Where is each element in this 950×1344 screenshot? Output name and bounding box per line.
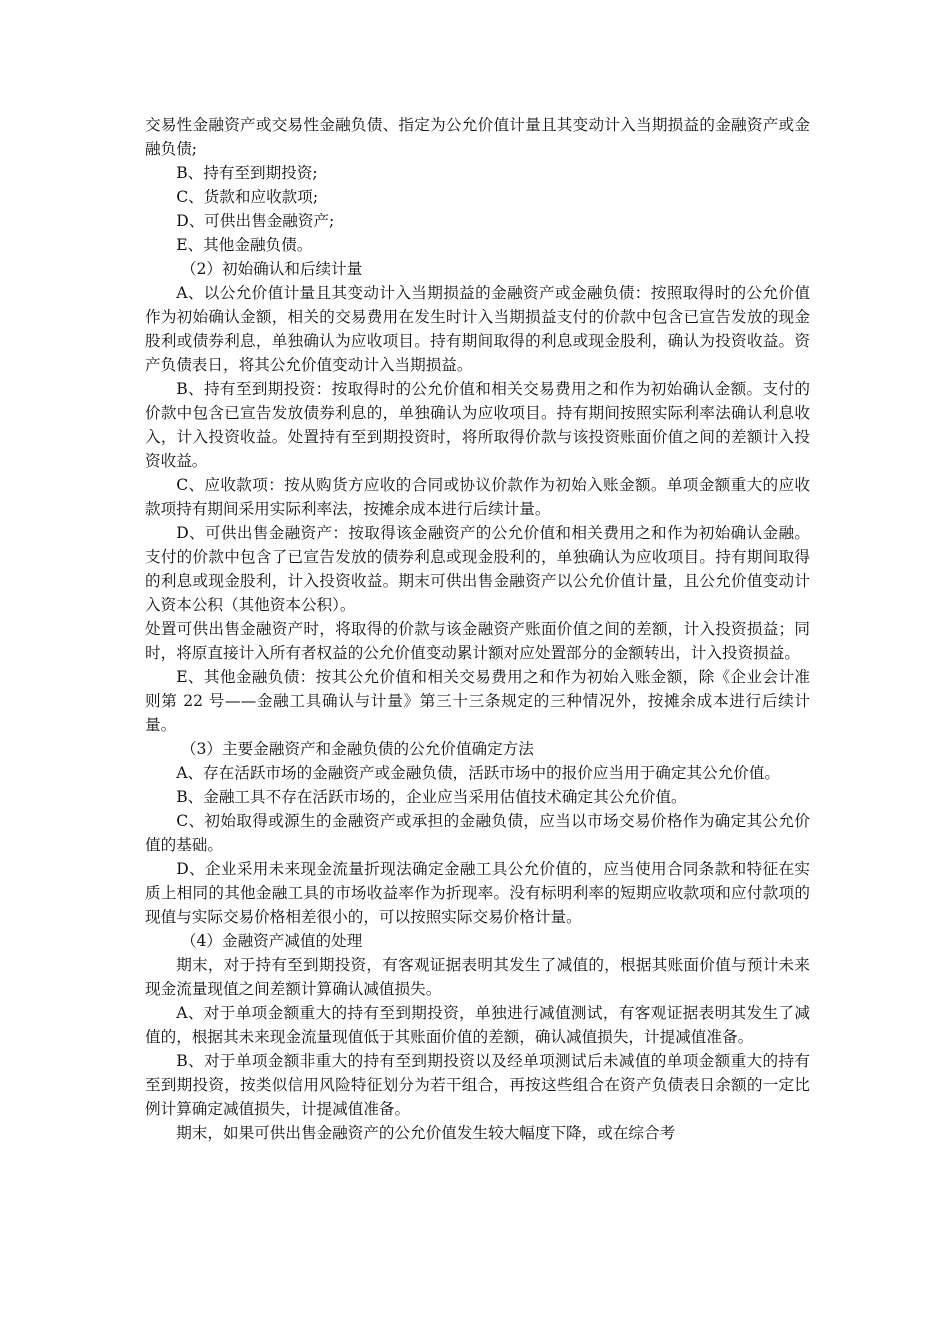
paragraph-3a: A、存在活跃市场的金融资产或金融负债，活跃市场中的报价应当用于确定其公允价值。: [176, 764, 781, 782]
paragraph-4a: A、对于单项金额重大的持有至到期投资，单独进行减值测试，有客观证据表明其发生了减值的，根据其未来现金流量现值低于其账面价值的差额，确认减值损失，计提减值准备。: [145, 1004, 810, 1046]
paragraph-3b: B、金融工具不存在活跃市场的，企业应当采用估值技术确定其公允价值。: [176, 788, 687, 806]
paragraph-2c: C、应收款项：按从购货方应收的合同或协议价款作为初始入账金额。单项金额重大的应收款项持有期间采用实际利率法，按摊余成本进行后续计量。: [145, 476, 810, 518]
paragraph-3c: C、初始取得或源生的金融资产或承担的金融负债，应当以市场交易价格作为确定其公允价值的基础。: [145, 812, 810, 854]
paragraph-4-intro: 期末，对于持有至到期投资，有客观证据表明其发生了减值的，根据其账面价值与预计未来现金流量现值之间差额计算确认减值损失。: [145, 956, 810, 998]
document-page: [145, 113, 810, 1145]
item-b-held-to-maturity: B、持有至到期投资;: [176, 164, 318, 182]
paragraph-2d-disposal: 处置可供出售金融资产时，将取得的价款与该金融资产账面价值之间的差额，计入投资损益；同时，将原直接计入所有者权益的公允价值变动累计额对应处置部分的金额转出，计入投资损益。: [145, 620, 810, 662]
section-heading-4: （4）金融资产减值的处理: [180, 932, 363, 950]
paragraph-4-final: 期末，如果可供出售金融资产的公允价值发生较大幅度下降，或在综合考: [176, 1124, 676, 1142]
paragraph-3d: D、企业采用未来现金流量折现法确定金融工具公允价值的，应当使用合同条款和特征在实质上相同的其他金融工具的市场收益率作为折现率。没有标明利率的短期应收款项和应付款项的现值与实际交易价格相差很小的，可以按照实际交易价格计量。: [145, 860, 810, 926]
item-e-other-liabilities: E、其他金融负债。: [176, 236, 313, 254]
item-d-available-for-sale: D、可供出售金融资产;: [176, 212, 335, 230]
paragraph-2d: D、可供出售金融资产：按取得该金融资产的公允价值和相关费用之和作为初始确认金融。支付的价款中包含了已宣告发放的债券利息或现金股利的，单独确认为应收项目。持有期间取得的利息或现金股利，计入投资收益。期末可供出售金融资产以公允价值计量，且公允价值变动计入资本公积（其他资本公积）。: [145, 524, 810, 614]
paragraph-2e: E、其他金融负债：按其公允价值和相关交易费用之和作为初始入账金额，除《企业会计准则第 22 号——金融工具确认与计量》第三十三条规定的三种情况外，按摊余成本进行后续计量。: [145, 668, 810, 734]
paragraph-2b: B、持有至到期投资：按取得时的公允价值和相关交易费用之和作为初始确认金额。支付的价款中包含已宣告发放债券利息的，单独确认为应收项目。持有期间按照实际利率法确认利息收入，计入投资收益。处置持有至到期投资时，将所取得价款与该投资账面价值之间的差额计入投资收益。: [145, 380, 810, 470]
item-c-loans-receivables: C、货款和应收款项;: [176, 188, 319, 206]
paragraph-2a: A、以公允价值计量且其变动计入当期损益的金融资产或金融负债：按照取得时的公允价值作为初始确认金额，相关的交易费用在发生时计入当期损益支付的价款中包含已宣告发放的现金股利或债券利息，单独确认为应收项目。持有期间取得的利息或现金股利，确认为投资收益。资产负债表日，将其公允价值变动计入当期损益。: [145, 284, 810, 374]
paragraph-1: 交易性金融资产或交易性金融负债、指定为公允价值计量且其变动计入当期损益的金融资产或金融负债;: [145, 116, 810, 158]
section-heading-3: （3）主要金融资产和金融负债的公允价值确定方法: [180, 740, 534, 758]
paragraph-4b: B、对于单项金额非重大的持有至到期投资以及经单项测试后未减值的单项金额重大的持有至到期投资，按类似信用风险特征划分为若干组合，再按这些组合在资产负债表日余额的一定比例计算确定减值损失，计提减值准备。: [145, 1052, 810, 1118]
section-heading-2: （2）初始确认和后续计量: [180, 260, 363, 278]
